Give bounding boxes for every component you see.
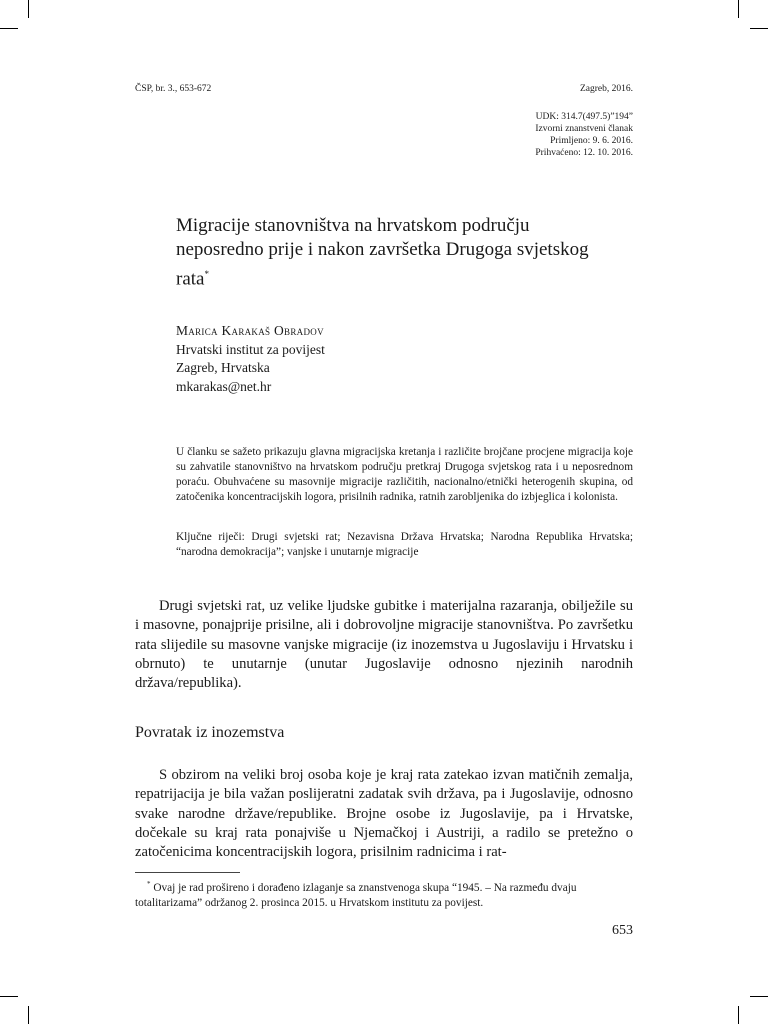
accepted-date: Prihvaćeno: 12. 10. 2016.: [535, 148, 633, 158]
keywords: Ključne riječi: Drugi svjetski rat; Nezavisna Država Hrvatska; Narodna Republika Hrvatska; “narodna demokracija”; vanjske i unutarnje migracije: [176, 531, 633, 558]
crop-mark: [750, 996, 768, 997]
title-line-end: rata: [176, 268, 205, 290]
intro-paragraph: Drugi svjetski rat, uz velike ljudske gubitke i materijalna razaranja, obilježile su i masovne, ponajprije prisilne, ali i dobrovoljne migracije stanovništva. Po završetku rata slijedile su masovne vanjske migracije (iz inozemstva u Jugoslaviju i Hrvatsku i obrnuto) te unutarnje (unutar Jugoslavije odnosno njezinih narodnih država/republika).: [135, 598, 633, 692]
section-paragraph: S obzirom na veliki broj osoba koje je kraj rata zatekao izvan matičnih zemalja, repatrijacija je bila važan poslijeratni zadatak svih država, pa i Jugoslavije, odnosno svake narodne države/republike. Brojne osobe iz Jugoslavije, pa i Hrvatske, dočekale su kraj rata ponajviše u Njemačkoj i Austriji, a radilo se pretežno o zatočenicima koncentracijskih logora, prisilnim radnicima i rat-: [135, 767, 633, 861]
title-footnote-mark: *: [204, 269, 209, 279]
crop-mark: [0, 28, 18, 29]
journal-reference: ČSP, br. 3., 653-672: [135, 84, 212, 94]
footnote-mark: *: [147, 880, 151, 888]
title-line: neposredno prije i nakon završetka Drugoga svjetskog: [176, 239, 589, 260]
crop-mark: [28, 1006, 29, 1024]
crop-mark: [28, 0, 29, 18]
crop-mark: [738, 1006, 739, 1024]
title-line: Migracije stanovništva na hrvatskom području: [176, 215, 530, 236]
author-name: Marica Karakaš Obradov: [176, 323, 324, 338]
author-email[interactable]: mkarakas@net.hr: [176, 378, 272, 394]
udk-code: UDK: 314.7(497.5)”194”: [535, 112, 633, 122]
author-block: [176, 322, 576, 396]
article-meta: [383, 111, 633, 159]
title-line: [176, 262, 646, 291]
section-heading: Povratak iz inozemstva: [135, 724, 285, 741]
crop-mark: [738, 0, 739, 18]
abstract: U članku se sažeto prikazuju glavna migracijska kretanja i različite brojčane procjene migracija koje su zahvatile stanovništvo na hrvatskom području pretkraj Drugoga svjetskog rata i u neposrednom poraću. Obuhvaćene su masovnije migracije različitih, nacionalno/etnički heterogenih skupina, od zatočenika koncentracijskih logora, prisilnih radnika, ratnih zarobljenika do izbjeglica i kolonista.: [176, 446, 633, 503]
section-body: [135, 766, 633, 862]
footnote-rule: [135, 872, 240, 873]
author-city: Zagreb, Hrvatska: [176, 360, 270, 375]
footnote-text: Ovaj je rad prošireno i dorađeno izlaganje sa znanstvenoga skupa “1945. – Na razmeđu dvaju totalitarizama” održanog 2. prosinca 2015. u Hrvatskom institutu za povijest.: [135, 881, 577, 909]
intro-section: [135, 597, 633, 693]
article-type: Izvorni znanstveni članak: [535, 124, 633, 134]
crop-mark: [750, 28, 768, 29]
page-number: 653: [612, 923, 633, 938]
author-institution: Hrvatski institut za povijest: [176, 341, 325, 357]
article-title: [176, 214, 646, 291]
footnote: [135, 877, 633, 911]
crop-mark: [0, 996, 18, 997]
received-date: Primljeno: 9. 6. 2016.: [550, 136, 633, 146]
place-year: Zagreb, 2016.: [579, 84, 633, 94]
